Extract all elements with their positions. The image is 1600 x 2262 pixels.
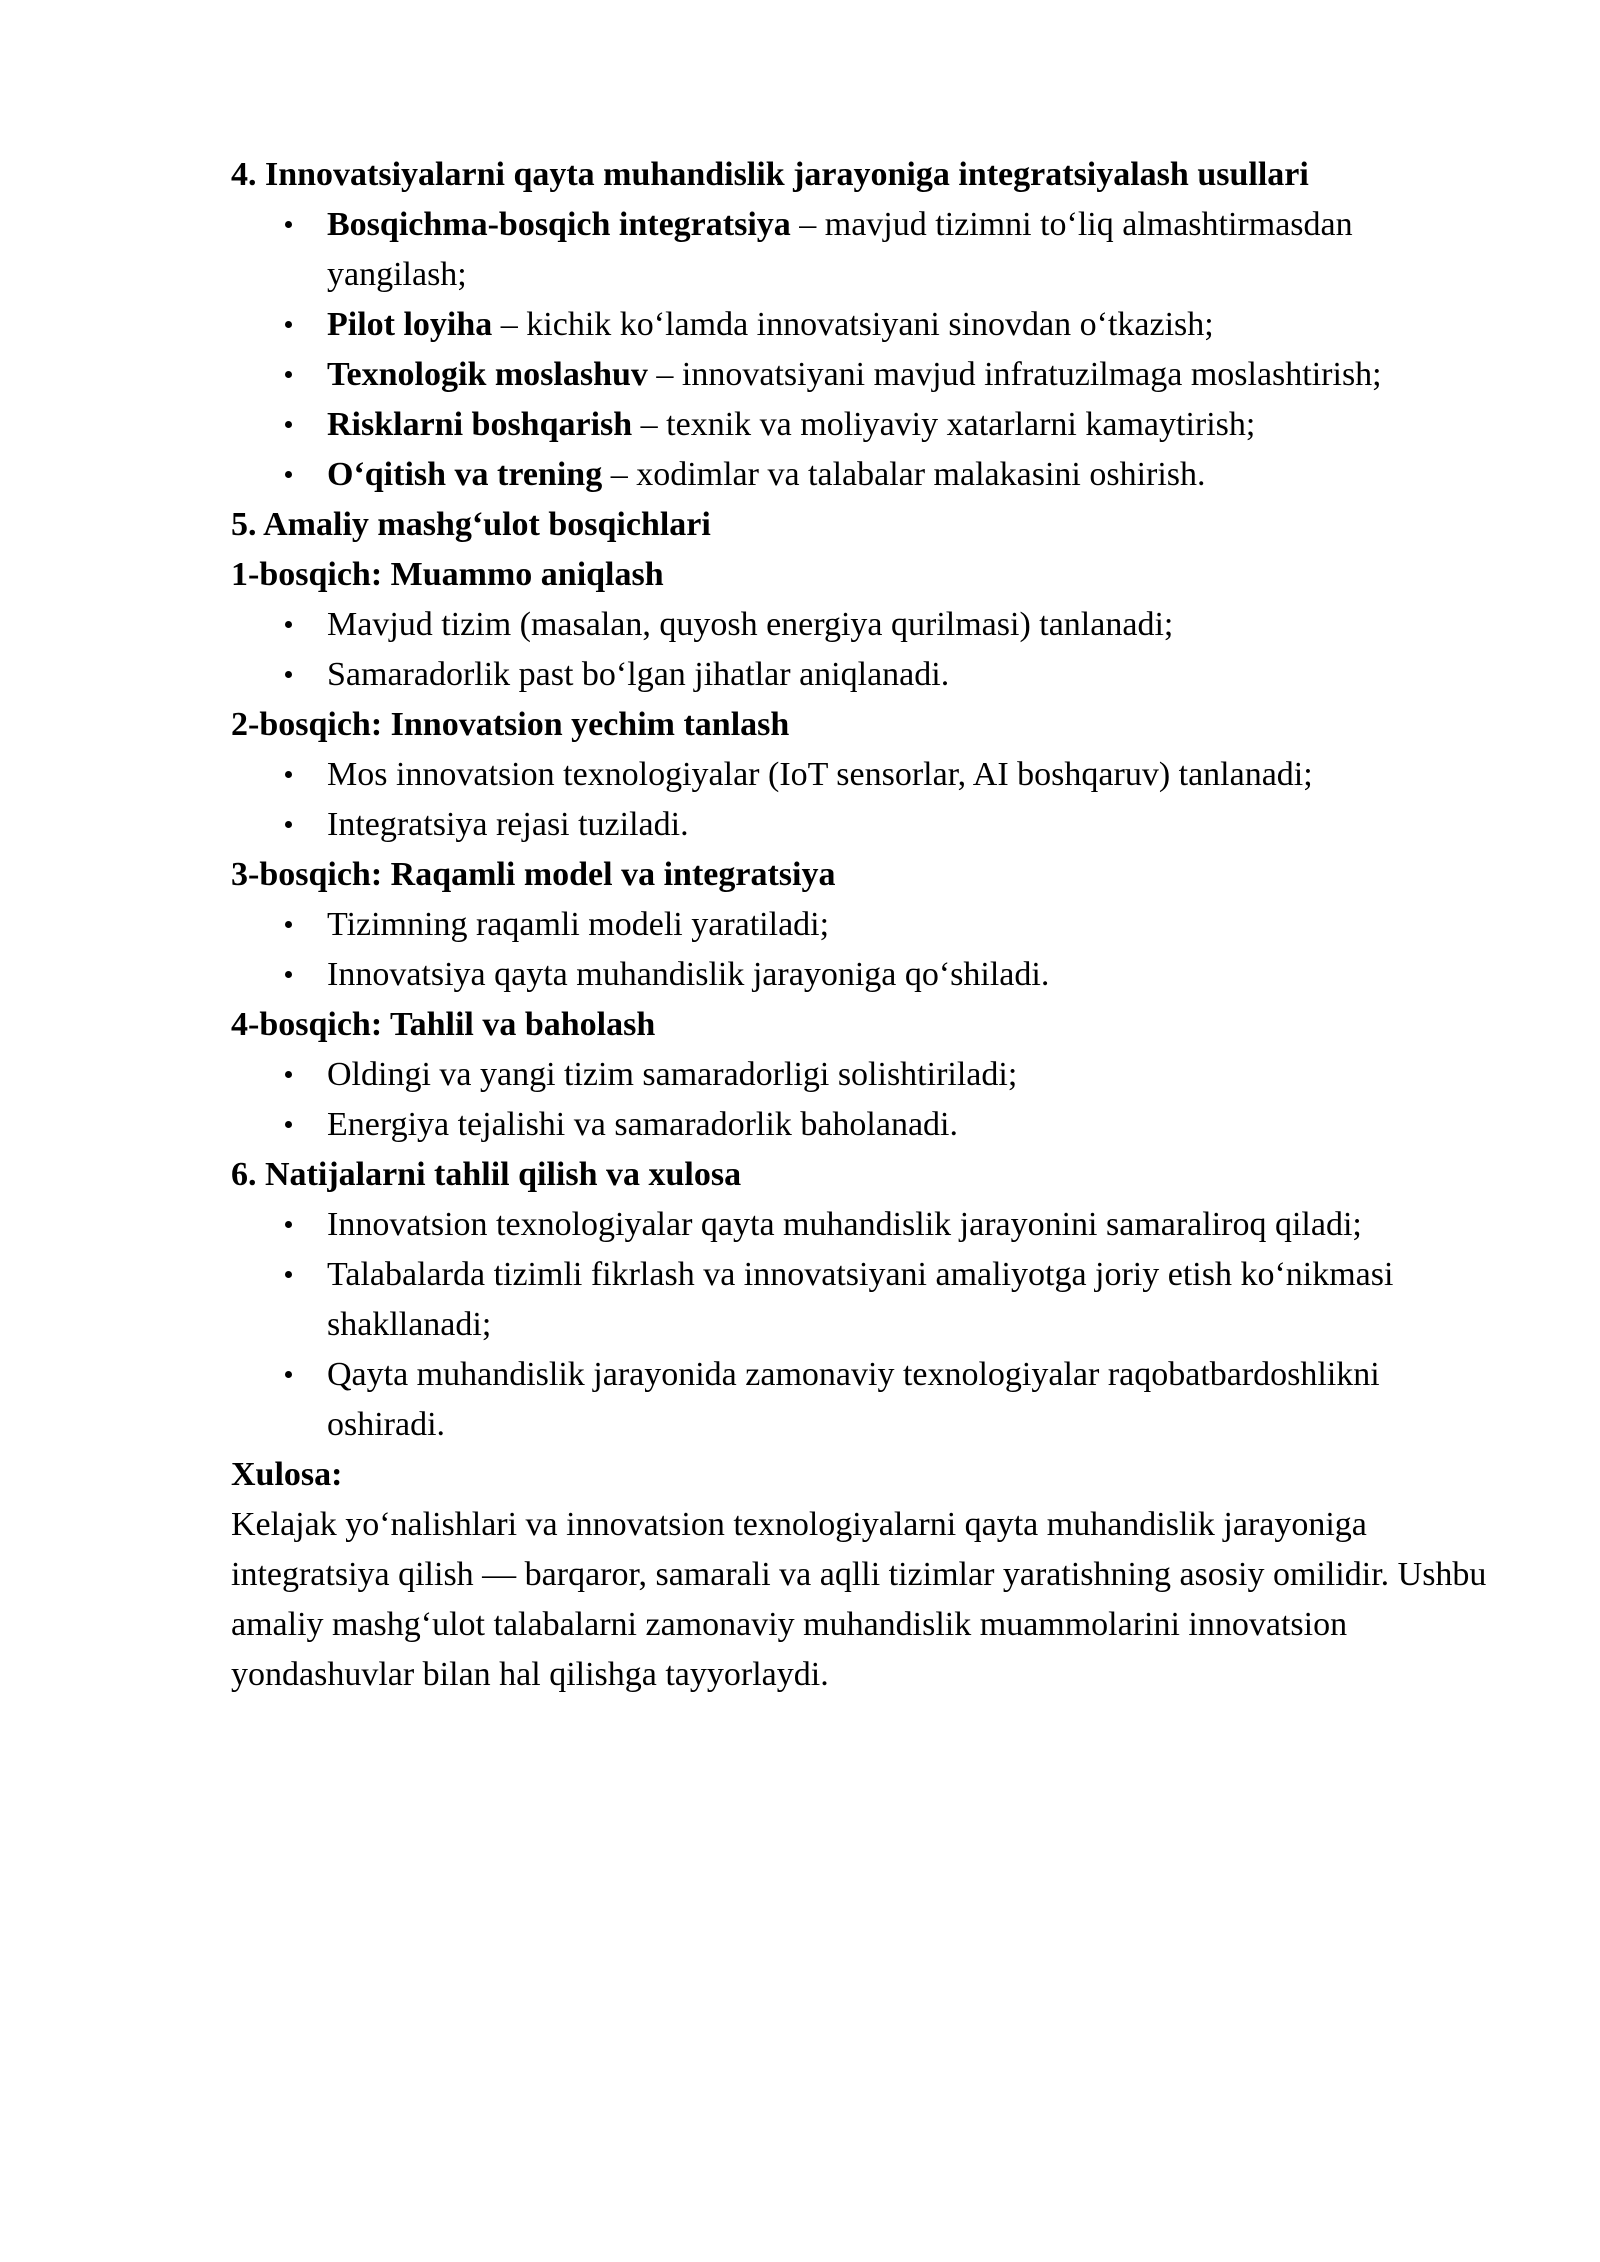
bullet-list (231, 1050, 1511, 1150)
item-text: Talabalarda tizimli fikrlash va innovatsiyani amaliyotga joriy etish ko‘nikmasi shakllanadi; (327, 1256, 1394, 1343)
list-item (231, 450, 1467, 500)
conclusion-paragraph: Kelajak yo‘nalishlari va innovatsion texnologiyalarni qayta muhandislik jarayoniga integratsiya qilish — barqaror, samarali va aqlli tizimlar yaratishning asosiy omilidir. Ushbu amaliy mashg‘ulot talabalarni zamonaviy muhandislik muammolarini innovatsion yondashuvlar bilan hal qilishga tayyorlaydi. (231, 1506, 1487, 1693)
item-term: Texnologik moslashuv (327, 356, 648, 393)
section-heading: 6. Natijalarni tahlil qilish va xulosa (231, 1156, 742, 1193)
step-heading: 3-bosqich: Raqamli model va integratsiya (231, 856, 836, 893)
list-item (231, 600, 1467, 650)
list-item (231, 1050, 1467, 1100)
item-text: Mos innovatsion texnologiyalar (IoT sensorlar, AI boshqaruv) tanlanadi; (327, 756, 1313, 793)
bullet-icon (285, 1121, 292, 1128)
item-text: Samaradorlik past bo‘lgan jihatlar aniqlanadi. (327, 656, 950, 693)
list-item (231, 750, 1467, 800)
bullet-list (231, 200, 1511, 500)
bullet-icon (285, 471, 292, 478)
step-heading: 1-bosqich: Muammo aniqlash (231, 556, 664, 593)
bullet-list (231, 900, 1511, 1000)
bullet-icon (285, 771, 292, 778)
item-text: Mavjud tizim (masalan, quyosh energiya qurilmasi) tanlanadi; (327, 606, 1174, 643)
list-item (231, 200, 1467, 300)
item-text: Integratsiya rejasi tuziladi. (327, 806, 689, 843)
bullet-icon (285, 971, 292, 978)
list-item (231, 300, 1467, 350)
list-item (231, 1350, 1467, 1450)
item-term: Bosqichma-bosqich integratsiya (327, 206, 791, 243)
bullet-icon (285, 821, 292, 828)
bullet-list (231, 750, 1511, 850)
list-item (231, 950, 1467, 1000)
item-text: – texnik va moliyaviy xatarlarni kamaytirish; (632, 406, 1256, 443)
list-item (231, 800, 1467, 850)
step-heading: 2-bosqich: Innovatsion yechim tanlash (231, 706, 790, 743)
bullet-icon (285, 921, 292, 928)
section-heading: 5. Amaliy mashg‘ulot bosqichlari (231, 506, 711, 543)
list-item (231, 1100, 1467, 1150)
item-text: – mavjud tizimni to‘liq almashtirmasdan yangilash; (327, 206, 1353, 293)
item-term: Risklarni boshqarish (327, 406, 633, 443)
bullet-icon (285, 1221, 292, 1228)
item-text: – innovatsiyani mavjud infratuzilmaga moslashtirish; (647, 356, 1382, 393)
list-item (231, 400, 1467, 450)
item-term: O‘qitish va trening (327, 456, 603, 493)
bullet-icon (285, 421, 292, 428)
item-text: Energiya tejalishi va samaradorlik baholanadi. (327, 1106, 958, 1143)
list-item (231, 1200, 1467, 1250)
bullet-icon (285, 1371, 292, 1378)
document-page (231, 150, 1511, 1700)
item-text: Innovatsiya qayta muhandislik jarayoniga qo‘shiladi. (327, 956, 1050, 993)
step-heading: 4-bosqich: Tahlil va baholash (231, 1006, 656, 1043)
bullet-icon (285, 371, 292, 378)
item-text: Oldingi va yangi tizim samaradorligi solishtiriladi; (327, 1056, 1018, 1093)
bullet-icon (285, 1071, 292, 1078)
list-item (231, 1250, 1467, 1350)
conclusion-heading: Xulosa: (231, 1456, 343, 1493)
list-item (231, 350, 1467, 400)
list-item (231, 650, 1467, 700)
item-text: – kichik ko‘lamda innovatsiyani sinovdan o‘tkazish; (492, 306, 1214, 343)
item-text: Innovatsion texnologiyalar qayta muhandislik jarayonini samaraliroq qiladi; (327, 1206, 1362, 1243)
item-term: Pilot loyiha (327, 306, 493, 343)
item-text: Tizimning raqamli modeli yaratiladi; (327, 906, 830, 943)
bullet-icon (285, 1271, 292, 1278)
item-text: – xodimlar va talabalar malakasini oshirish. (602, 456, 1206, 493)
section-heading: 4. Innovatsiyalarni qayta muhandislik jarayoniga integratsiyalash usullari (231, 156, 1309, 193)
bullet-icon (285, 671, 292, 678)
bullet-icon (285, 321, 292, 328)
list-item (231, 900, 1467, 950)
item-text: Qayta muhandislik jarayonida zamonaviy texnologiyalar raqobatbardoshlikni oshiradi. (327, 1356, 1380, 1443)
bullet-icon (285, 621, 292, 628)
bullet-list (231, 600, 1511, 700)
bullet-icon (285, 221, 292, 228)
bullet-list (231, 1200, 1511, 1450)
